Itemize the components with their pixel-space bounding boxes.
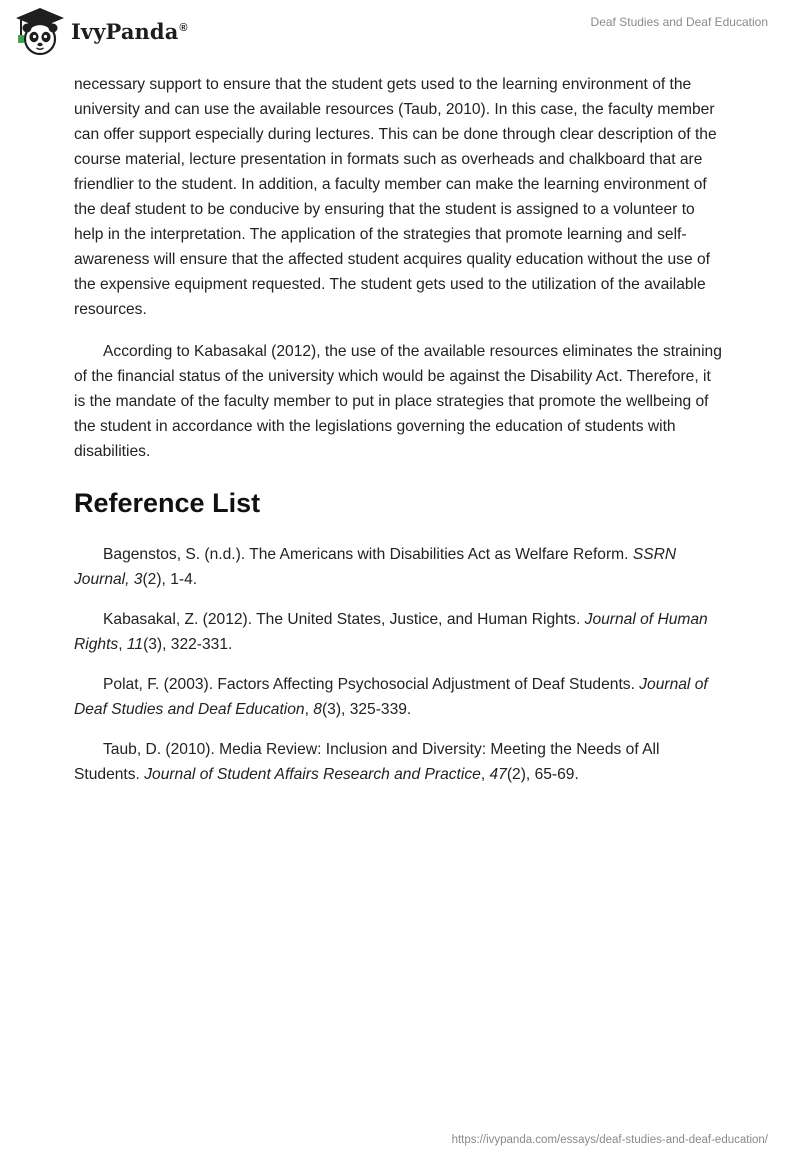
source-url-link[interactable]: https://ivypanda.com/essays/deaf-studies-and-deaf-education/ xyxy=(451,1134,768,1146)
reference-entry-polat: Polat, F. (2003). Factors Affecting Psychosocial Adjustment of Deaf Students. Journal of Deaf Studies and Deaf Education, 8(3), 325-339. xyxy=(74,676,708,718)
reference-list-heading: Reference List xyxy=(74,488,261,518)
reference-entry-bagenstos: Bagenstos, S. (n.d.). The Americans with Disabilities Act as Welfare Reform. SSRN Journal, 3(2), 1-4. xyxy=(74,546,677,588)
essay-content xyxy=(74,72,726,802)
body-paragraph-1: necessary support to ensure that the student gets used to the learning environment of the university and can use the available resources (Taub, 2010). In this case, the faculty member can offer support especially during lectures. This can be done through clear description of the course material, lecture presentation in formats such as overheads and chalkboard that are friendlier to the student. In addition, a faculty member can make the learning environment of the deaf student to be conducive by ensuring that the student is assigned to a volunteer to help in the interpretation. The application of the strategies that promote learning and self-awareness will ensure that the affected student acquires quality education without the use of the expensive equipment requested. The student gets used to the utilization of the available resources. xyxy=(74,76,717,318)
panda-graduate-icon xyxy=(14,6,66,56)
page-header xyxy=(0,0,800,64)
reference-entry-kabasakal: Kabasakal, Z. (2012). The United States, Justice, and Human Rights. Journal of Human Rights, 11(3), 322-331. xyxy=(74,611,708,653)
body-paragraph-2: According to Kabasakal (2012), the use of the available resources eliminates the straining of the financial status of the university which would be against the Disability Act. Therefore, it is the mandate of the faculty member to put in place strategies that promote the wellbeing of the student in accordance with the legislations governing the education of students with disabilities. xyxy=(74,343,722,460)
reference-entry-taub: Taub, D. (2010). Media Review: Inclusion and Diversity: Meeting the Needs of All Students. Journal of Student Affairs Research and Practice, 47(2), 65-69. xyxy=(74,741,660,783)
logo-wordmark: IvyPanda® xyxy=(71,18,188,44)
document-title: Deaf Studies and Deaf Education xyxy=(590,15,768,29)
ivypanda-logo[interactable] xyxy=(14,6,188,56)
